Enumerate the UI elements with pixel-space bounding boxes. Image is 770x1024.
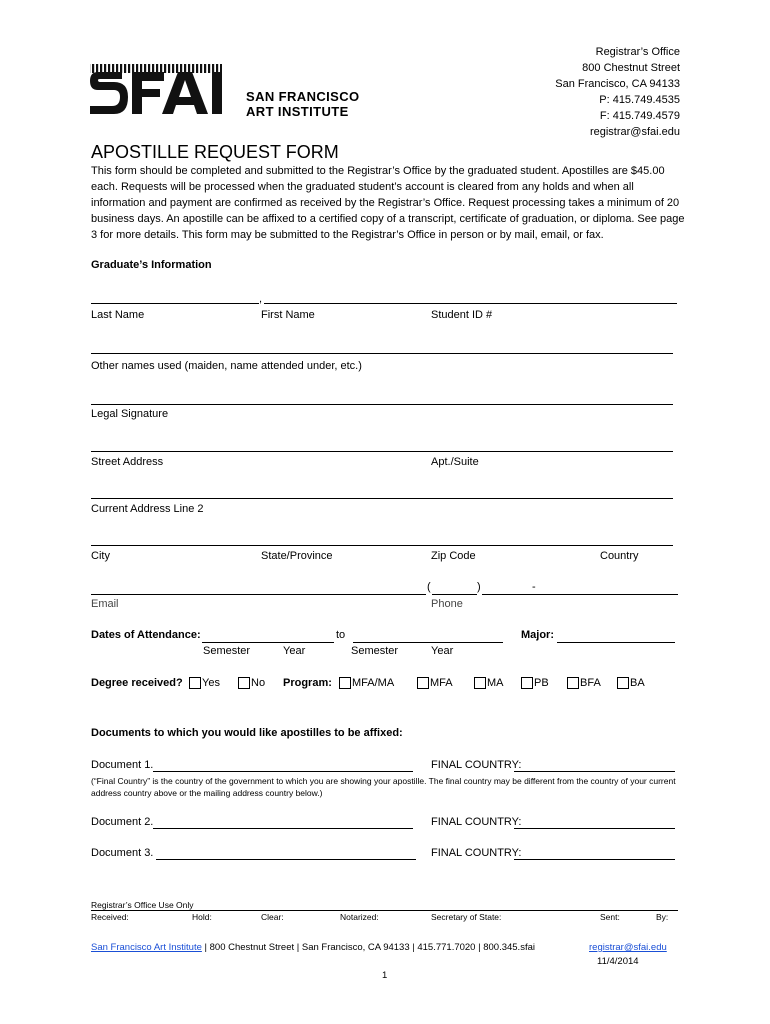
document1-final-country-line[interactable] <box>514 771 675 772</box>
email-line[interactable] <box>91 594 426 595</box>
phone-paren-open: ( <box>427 581 431 593</box>
program-mfa-ma-label: MFA/MA <box>352 677 395 689</box>
office-hold-label: Hold: <box>192 912 212 922</box>
logo-tagline-line1: SAN FRANCISCO <box>246 89 360 104</box>
document2-final-country-line[interactable] <box>514 828 675 829</box>
final-country-note: (“Final Country” is the country of the government to which you are showing your apostille. The final country may be different from the country of your current address country above or the mailing address country below.) <box>91 776 676 798</box>
program-mfa-checkbox[interactable] <box>417 677 429 689</box>
city-line[interactable] <box>91 545 673 546</box>
address-line2-label: Current Address Line 2 <box>91 503 204 515</box>
program-label: Program: <box>283 677 332 689</box>
attendance-to-label: to <box>336 629 346 641</box>
office-sent-label: Sent: <box>600 912 620 922</box>
documents-heading: Documents to which you would like apostilles to be affixed: <box>91 727 403 739</box>
start-semester-label: Semester <box>203 645 251 657</box>
major-line[interactable] <box>557 642 675 643</box>
contact-city: San Francisco, CA 94133 <box>555 78 680 90</box>
document3-final-country-label: FINAL COUNTRY: <box>431 847 522 859</box>
program-bfa-label: BFA <box>580 677 601 689</box>
program-mfa-label: MFA <box>430 677 453 689</box>
document3-label: Document 3. <box>91 847 154 859</box>
phone-dash: - <box>532 581 536 593</box>
form-intro: This form should be completed and submitted to the Registrar’s Office by the graduated student. Apostilles are $45.00 each. Requests will be processed when the graduated student’s account is cleared from any holds and when all information and payment are confirmed as received by the Registrar’s Office. Request processing takes a minimum of 20 business days. An apostille can be affixed to a certified copy of a transcript, certificate of graduation, or diploma. See page 3 for more details. This form may be submitted to the Registrar’s Office in person or by mail, email, or fax. <box>91 165 685 241</box>
footer-institute-link[interactable]: San Francisco Art Institute <box>91 942 202 953</box>
office-by-label: By: <box>656 912 669 922</box>
office-notarized-label: Notarized: <box>340 912 379 922</box>
contact-office: Registrar’s Office <box>595 46 680 58</box>
office-received-label: Received: <box>91 912 129 922</box>
signature-line[interactable] <box>91 404 673 405</box>
phone-label: Phone <box>431 598 463 610</box>
end-year-label: Year <box>431 645 454 657</box>
program-ma-label: MA <box>487 677 504 689</box>
office-secretary-label: Secretary of State: <box>431 912 502 922</box>
document3-final-country-line[interactable] <box>514 859 675 860</box>
form-title: APOSTILLE REQUEST FORM <box>91 142 339 162</box>
program-pb-label: PB <box>534 677 549 689</box>
page-footer <box>91 942 535 953</box>
apt-suite-label: Apt./Suite <box>431 456 479 468</box>
logo-wordmark <box>246 89 360 119</box>
name-comma: , <box>259 293 263 305</box>
sfai-logo <box>88 64 240 116</box>
contact-email: registrar@sfai.edu <box>589 126 680 138</box>
degree-no-checkbox[interactable] <box>238 677 250 689</box>
email-label: Email <box>91 598 119 610</box>
document2-line[interactable] <box>153 828 413 829</box>
signature-label: Legal Signature <box>91 408 169 420</box>
document1-line[interactable] <box>153 771 413 772</box>
phone-number-line[interactable] <box>482 594 678 595</box>
footer-email-link[interactable]: registrar@sfai.edu <box>589 942 667 953</box>
dates-attendance-label: Dates of Attendance: <box>91 629 201 641</box>
phone-area-code-line[interactable] <box>432 594 477 595</box>
degree-yes-checkbox[interactable] <box>189 677 201 689</box>
end-semester-label: Semester <box>351 645 399 657</box>
student-id-label: Student ID # <box>431 309 493 321</box>
attendance-start-line[interactable] <box>202 642 334 643</box>
document2-label: Document 2. <box>91 816 154 828</box>
street-address-label: Street Address <box>91 456 164 468</box>
degree-received-label: Degree received? <box>91 677 183 689</box>
first-name-line[interactable] <box>264 303 677 304</box>
program-ba-label: BA <box>630 677 645 689</box>
program-mfa-ma-checkbox[interactable] <box>339 677 351 689</box>
footer-address: | 800 Chestnut Street | San Francisco, CA 94133 | 415.771.7020 | 800.345.sfai <box>201 942 535 953</box>
last-name-label: Last Name <box>91 309 145 321</box>
other-names-line[interactable] <box>91 353 673 354</box>
last-name-line[interactable] <box>91 303 259 304</box>
attendance-end-line[interactable] <box>353 642 503 643</box>
country-label: Country <box>600 550 639 562</box>
zip-label: Zip Code <box>431 550 476 562</box>
program-bfa-checkbox[interactable] <box>567 677 579 689</box>
degree-no-label: No <box>251 677 266 689</box>
contact-phone: P: 415.749.4535 <box>599 94 680 106</box>
start-year-label: Year <box>283 645 306 657</box>
contact-fax: F: 415.749.4579 <box>599 110 680 122</box>
document1-final-country-label: FINAL COUNTRY: <box>431 759 522 771</box>
major-label: Major: <box>521 629 554 641</box>
registrar-contact-block <box>555 44 680 140</box>
phone-paren-close: ) <box>477 581 481 593</box>
footer-date: 11/4/2014 <box>597 956 639 967</box>
other-names-label: Other names used (maiden, name attended under, etc.) <box>91 360 362 372</box>
state-label: State/Province <box>261 550 333 562</box>
address-line2-line[interactable] <box>91 498 673 499</box>
program-ba-checkbox[interactable] <box>617 677 629 689</box>
first-name-label: First Name <box>261 309 315 321</box>
page-number: 1 <box>382 970 388 981</box>
office-use-divider <box>91 910 678 911</box>
degree-yes-label: Yes <box>202 677 220 689</box>
contact-street: 800 Chestnut Street <box>582 62 680 74</box>
program-ma-checkbox[interactable] <box>474 677 486 689</box>
document1-label: Document 1. <box>91 759 154 771</box>
program-pb-checkbox[interactable] <box>521 677 533 689</box>
city-label: City <box>91 550 110 562</box>
document3-line[interactable] <box>156 859 416 860</box>
graduate-info-heading: Graduate’s Information <box>91 259 212 271</box>
office-clear-label: Clear: <box>261 912 284 922</box>
logo-tagline-line2: ART INSTITUTE <box>246 104 349 119</box>
street-address-line[interactable] <box>91 451 673 452</box>
office-use-heading: Registrar’s Office Use Only <box>91 900 194 910</box>
document2-final-country-label: FINAL COUNTRY: <box>431 816 522 828</box>
